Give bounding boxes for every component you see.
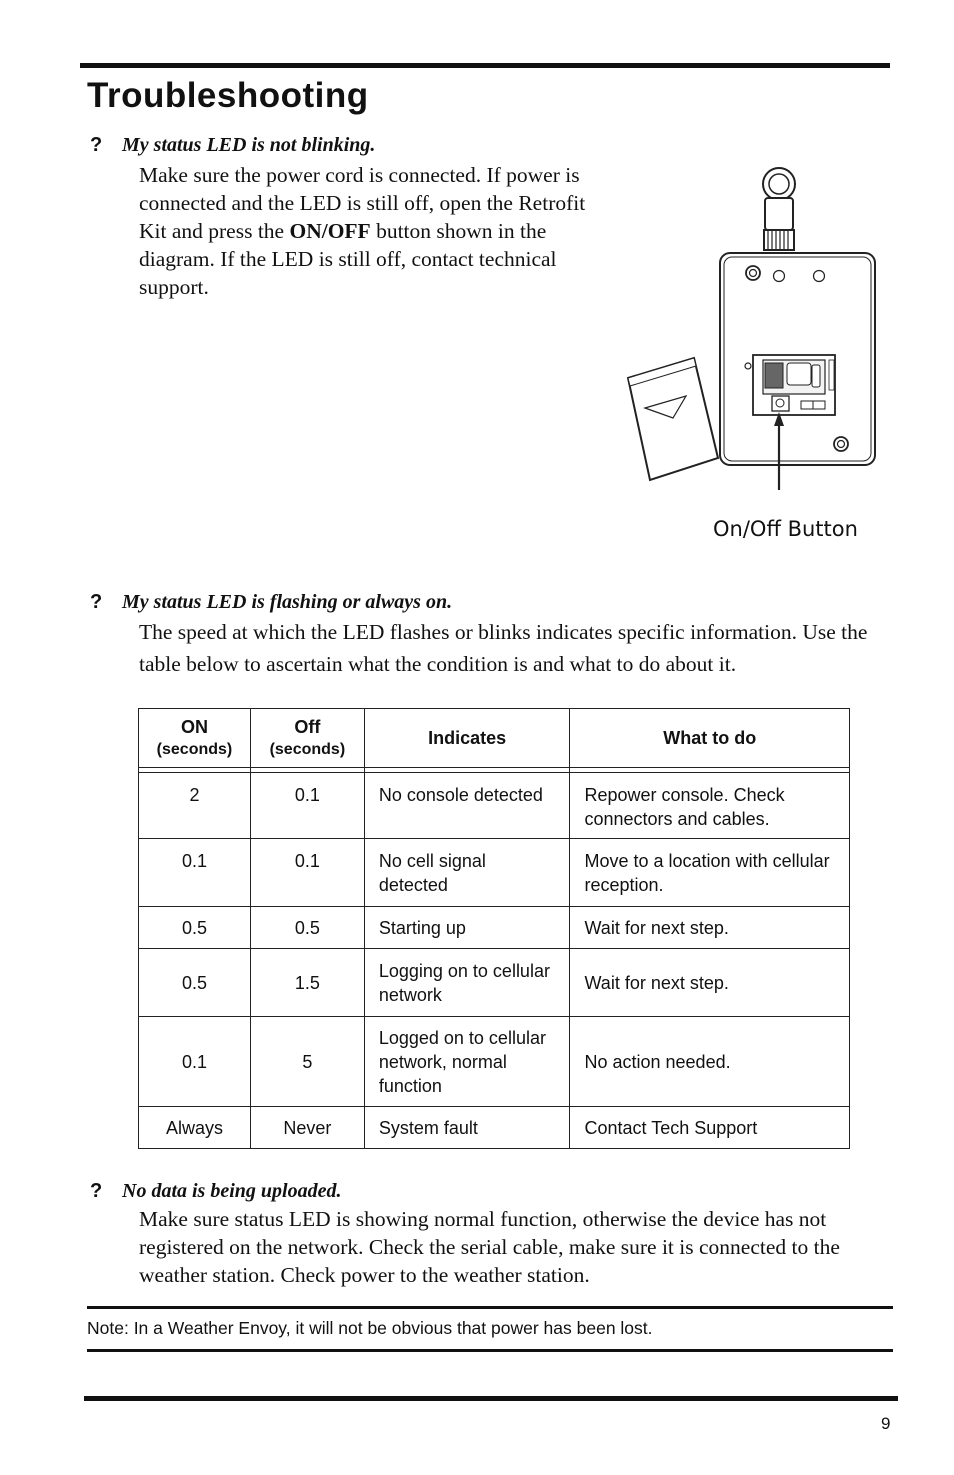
note-bottom-rule [87, 1349, 893, 1352]
question-heading: My status LED is not blinking. [122, 134, 376, 156]
table-row [139, 839, 850, 907]
table-header-row [139, 709, 850, 768]
column-header-what-to-do: What to do [570, 709, 850, 768]
answer-paragraph: Make sure the power cord is connected. If power is connected and the LED is still off, open the Retrofit Kit and press the ON/OFF button shown in the diagram. If the LED is still off, contact technical support. [139, 163, 586, 299]
action-cell: Wait for next step. [570, 907, 850, 949]
retrofit-kit-diagram-icon [620, 160, 890, 490]
off-seconds-cell: 5 [250, 1017, 364, 1107]
off-seconds-cell: Never [250, 1107, 364, 1149]
on-seconds-cell: 0.1 [139, 1017, 251, 1107]
page-number: 9 [881, 1414, 891, 1433]
note-top-rule [87, 1306, 893, 1309]
table-row [139, 907, 850, 949]
on-seconds-cell: 0.5 [139, 907, 251, 949]
indicates-cell: System fault [364, 1107, 570, 1149]
answer-paragraph: Make sure status LED is showing normal function, otherwise the device has not registered on the network. Check the serial cable, make sure it is connected to the weather station. Check power to the weather station. [139, 1207, 840, 1287]
action-cell: Wait for next step. [570, 949, 850, 1017]
indicates-cell: Logged on to cellular network, normal function [364, 1017, 570, 1107]
table-row [139, 1107, 850, 1149]
column-header-indicates: Indicates [364, 709, 570, 768]
question-mark-icon: ? [90, 134, 103, 156]
on-off-emphasis: ON/OFF [289, 219, 371, 243]
led-status-table [138, 708, 850, 1149]
action-cell: Contact Tech Support [570, 1107, 850, 1149]
diagram-caption: On/Off Button [713, 517, 858, 541]
off-seconds-cell: 0.5 [250, 907, 364, 949]
answer-paragraph: The speed at which the LED flashes or blinks indicates specific information. Use the table below to ascertain what the condition is and what to do about it. [139, 620, 868, 676]
on-seconds-cell: 0.1 [139, 839, 251, 907]
indicates-cell: Logging on to cellular network [364, 949, 570, 1017]
question-mark-icon: ? [90, 1180, 103, 1202]
indicates-cell: No console detected [364, 773, 570, 839]
question-mark-icon: ? [90, 591, 103, 613]
indicates-cell: Starting up [364, 907, 570, 949]
footer-rule [84, 1396, 898, 1401]
column-header-off: Off (seconds) [250, 709, 364, 768]
page-title: Troubleshooting [87, 76, 369, 115]
column-header-on: ON (seconds) [139, 709, 251, 768]
off-seconds-cell: 0.1 [250, 773, 364, 839]
on-seconds-cell: 0.5 [139, 949, 251, 1017]
indicates-cell: No cell signal detected [364, 839, 570, 907]
table-row [139, 1017, 850, 1107]
on-seconds-cell: 2 [139, 773, 251, 839]
off-seconds-cell: 0.1 [250, 839, 364, 907]
on-seconds-cell: Always [139, 1107, 251, 1149]
note-text: Note: In a Weather Envoy, it will not be obvious that power has been lost. [87, 1318, 653, 1338]
off-seconds-cell: 1.5 [250, 949, 364, 1017]
table-row [139, 949, 850, 1017]
question-heading: No data is being uploaded. [122, 1180, 342, 1202]
action-cell: Repower console. Check connectors and cables. [570, 773, 850, 839]
table-row [139, 773, 850, 839]
top-rule [80, 63, 890, 68]
action-cell: No action needed. [570, 1017, 850, 1107]
action-cell: Move to a location with cellular reception. [570, 839, 850, 907]
question-heading: My status LED is flashing or always on. [122, 591, 453, 613]
